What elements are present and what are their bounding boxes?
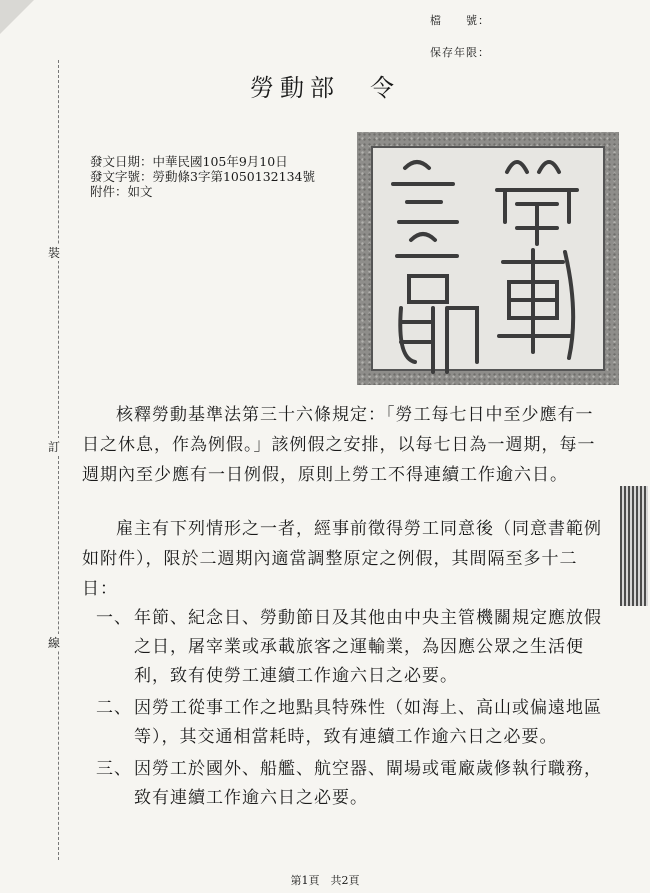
document-number: 發文字號：勞動條3字第1050132134號 xyxy=(90,169,315,184)
attachment-note: 附件：如文 xyxy=(90,184,153,199)
paragraph-2 xyxy=(82,514,602,604)
issue-date: 發文日期：中華民國105年9月10日 xyxy=(90,154,288,169)
list-item-text: 年節、紀念日、勞動節日及其他由中央主管機關規定應放假之日，屠宰業或承載旅客之運輸業，為因應公眾之生活便利，致有使勞工連續工作逾六日之必要。 xyxy=(134,608,602,686)
conditions-list xyxy=(96,604,606,816)
binding-mark-xian: 線 xyxy=(48,636,61,650)
binding-mark-zhuang: 裝 xyxy=(48,246,61,260)
page-number: 第1頁 共2頁 xyxy=(290,874,360,887)
official-seal xyxy=(357,132,619,385)
list-item-number: 二、 xyxy=(96,698,132,718)
seal-script-glyphs xyxy=(357,132,619,385)
list-item-number: 三、 xyxy=(96,759,132,779)
folded-corner xyxy=(0,0,34,34)
list-item-text: 因勞工於國外、船艦、航空器、閘場或電廠歲修執行職務，致有連續工作逾六日之必要。 xyxy=(134,759,602,808)
scanner-edge-artifact xyxy=(620,486,648,606)
list-item-number: 一、 xyxy=(96,608,132,628)
list-item-text: 因勞工從事工作之地點具特殊性（如海上、高山或偏遠地區等），其交通相當耗時，致有連續工作逾六日之必要。 xyxy=(134,698,602,747)
document-meta xyxy=(90,154,315,199)
file-number-label: 檔 號： xyxy=(430,14,490,27)
page-title: 勞動部 令 xyxy=(250,74,400,102)
binding-mark-ding: 訂 xyxy=(48,440,61,454)
paragraph-1-text: 核釋勞動基準法第三十六條規定：「勞工每七日中至少應有一日之休息，作為例假。」該例假之安排，以每七日為一週期，每一週期內至少應有一日例假，原則上勞工不得連續工作逾六日。 xyxy=(82,405,596,485)
retention-period-label: 保存年限： xyxy=(430,46,490,59)
paragraph-2-text: 雇主有下列情形之一者，經事前徵得勞工同意後（同意書範例如附件），限於二週期內適當調整原定之例假，其間隔至多十二日： xyxy=(82,519,602,599)
list-item xyxy=(96,604,606,691)
binding-line xyxy=(58,60,59,860)
list-item xyxy=(96,755,606,813)
list-item xyxy=(96,694,606,752)
paragraph-1 xyxy=(82,400,602,490)
